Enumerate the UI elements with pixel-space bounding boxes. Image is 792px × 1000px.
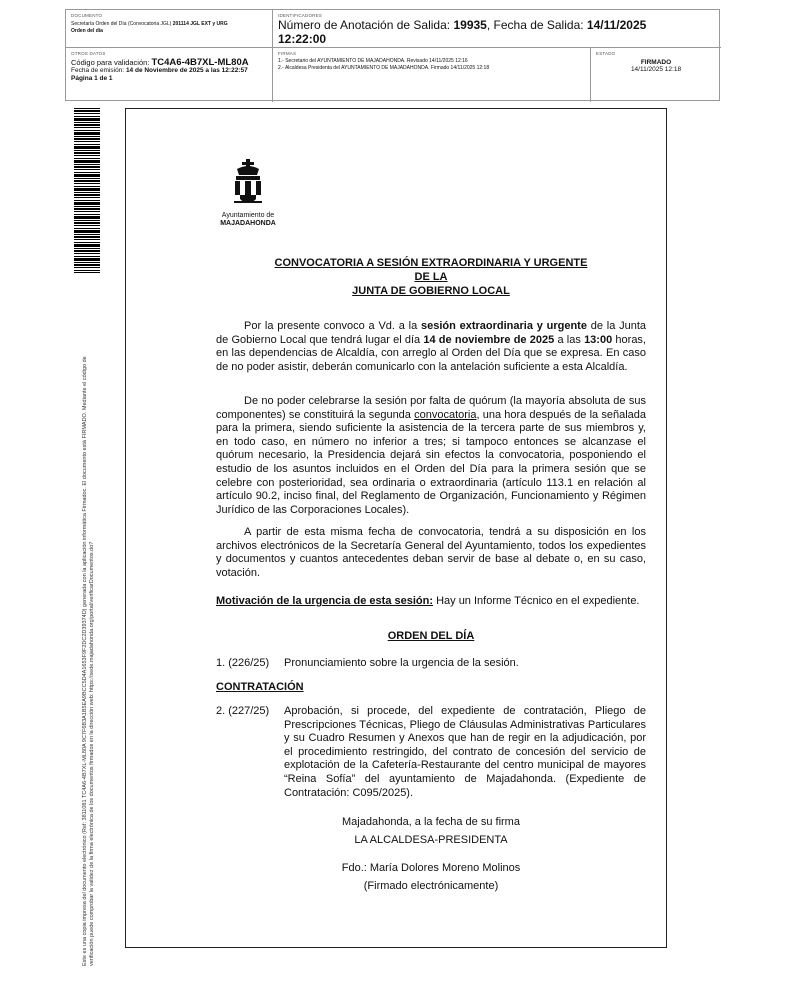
signature-name: Fdo.: María Dolores Moreno Molinos	[341, 862, 521, 874]
section-contratacion: CONTRATACIÓN	[216, 681, 304, 693]
document-page	[125, 108, 667, 948]
title-line3: JUNTA DE GOBIERNO LOCAL	[352, 285, 510, 297]
paragraph-quorum: De no poder celebrarse la sesión por falta de quórum (la mayoría absoluta de sus componentes) se constituirá la segunda convocatoria, una hora después de la señalada para la primera, siendo suficiente la asistencia de la tercera parte de sus miembros y, en todo caso, en número no inferior a tres; si tampoco entonces se alcanzase el quórum necesario, la Presidencia dejará sin efectos la convocatoria, posponiendo el estudio de los asuntos incluidos en el Orden del Día para la primera sesión que se celebre con posterioridad, sea ordinaria o extraordinaria (artículo 113.1 en relación al artículo 90.2, inciso final, del Reglamento de Organización, Funcionamiento y Régimen Jurídico de las Corporaciones Locales).	[216, 395, 646, 516]
signature-header	[65, 9, 720, 101]
agenda-item-text: Pronunciamiento sobre la urgencia de la sesión.	[284, 657, 519, 669]
fecha-emision: Fecha de emisión: 14 de Noviembre de 2025 a las 12:22:57	[71, 67, 248, 74]
signature-place: Majadahonda, a la fecha de su firma	[342, 816, 520, 828]
firma-2: 2.- Alcaldesa Presidenta del AYUNTAMIENTO DE MAJADAHONDA. Firmado 14/11/2025 12:18	[278, 65, 490, 71]
estado-label: ESTADO	[596, 51, 616, 56]
estado-value: FIRMADO	[640, 59, 672, 66]
identificadores-label: IDENTIFICADORES	[278, 13, 323, 18]
title-line1: CONVOCATORIA A SESIÓN EXTRAORDINARIA Y URGENTE	[274, 257, 588, 269]
firma-1: 1.- Secretario del AYUNTAMIENTO DE MAJADAHONDA. Revisado 14/11/2025 12:16	[278, 58, 468, 64]
coat-of-arms-icon	[228, 159, 268, 207]
anotacion-salida: Número de Anotación de Salida: 19935, Fecha de Salida: 14/11/2025 12:22:00	[278, 18, 647, 46]
otros-datos-cell	[66, 48, 273, 102]
paragraph-disposicion: A partir de esta misma fecha de convocatoria, tendrá a su disposición en los archivos electrónicos de la Secretaría General del Ayuntamiento, todos los expedientes y documentos y cuantos antecedentes deban servir de base al debate o, en su caso, votación.	[216, 526, 646, 579]
signature-note: (Firmado electrónicamente)	[363, 880, 499, 892]
side-text-line2: verificación puede comprobar la validez de la firma electrónica de los documentos firmados en la dirección web: https://sede.majadahonda.org/portal/verificarDocumentos.do?	[89, 541, 95, 966]
agenda-item-text: Aprobación, si procede, del expediente de contratación, Pliego de Prescripciones Técnicas, Pliego de Cláusulas Administrativas Particulares y su Cuadro Resumen y Anexos que han de regir en la adjudicación, por el procedimiento restringido, del contrato de concesión del servicio de explotación de la Cafetería-Restaurante del centro municipal de mayores “Reina Sofía” del ayuntamiento de Majadahonda. (Expediente de Contratación: C095/2025).	[284, 705, 646, 799]
paragraph-motivacion: Motivación de la urgencia de esta sesión: Hay un Informe Técnico en el expediente.	[216, 595, 640, 607]
barcode	[74, 108, 100, 273]
paragraph-convocatoria: Por la presente convoco a Vd. a la sesión extraordinaria y urgente de la Junta de Gobierno Local que tendrá lugar el día 14 de noviembre de 2025 a las 13:00 horas, en las dependencias de Alcaldía, con arreglo al Orden del Día que se expresa. En caso de no poder asistir, deberán comunicarlo con la antelación suficiente a esta Alcaldía.	[216, 320, 646, 373]
documento-line2: Orden del día	[71, 28, 103, 34]
side-verification-text	[82, 306, 96, 966]
estado-cell	[591, 48, 721, 102]
documento-cell	[66, 10, 273, 48]
signature-role: LA ALCALDESA-PRESIDENTA	[354, 834, 508, 846]
pagina: Página 1 de 1	[71, 75, 113, 82]
logo-line2: MAJADAHONDA	[220, 220, 276, 227]
codigo-validacion: Código para validación: TC4A6-4B7XL-ML80A	[71, 57, 249, 68]
otros-datos-label: OTROS DATOS	[71, 51, 106, 56]
agenda-item-number: 2. (227/25)	[216, 705, 270, 717]
estado-fecha: 14/11/2025 12:18	[630, 66, 682, 73]
documento-line1: Secretaría Orden del Día (Convocatoria JGL) 201114 JGL EXT y URG	[71, 21, 228, 27]
orden-del-dia-title: ORDEN DEL DÍA	[387, 630, 475, 642]
documento-label: DOCUMENTO	[71, 13, 103, 18]
side-text-line1: Este es una copia impresa del documento electrónico (Ref: 3811081 TC4A6-4B7XL-ML80A 9C7F6B3A1B5EA9BCC5D4A1653F9F2DC2D39374D) generada con la aplicación informática Firmadoc. El documento está FIRMADO. Mediante el código de	[82, 356, 88, 966]
municipal-logo	[217, 159, 279, 228]
agenda-item-number: 1. (226/25)	[216, 657, 270, 669]
firmas-label: FIRMAS	[278, 51, 297, 56]
identificadores-cell	[273, 10, 721, 48]
title-line2: DE LA	[414, 271, 448, 283]
logo-line1: Ayuntamiento de	[221, 212, 275, 219]
firmas-cell	[273, 48, 591, 102]
document-title	[216, 256, 646, 298]
